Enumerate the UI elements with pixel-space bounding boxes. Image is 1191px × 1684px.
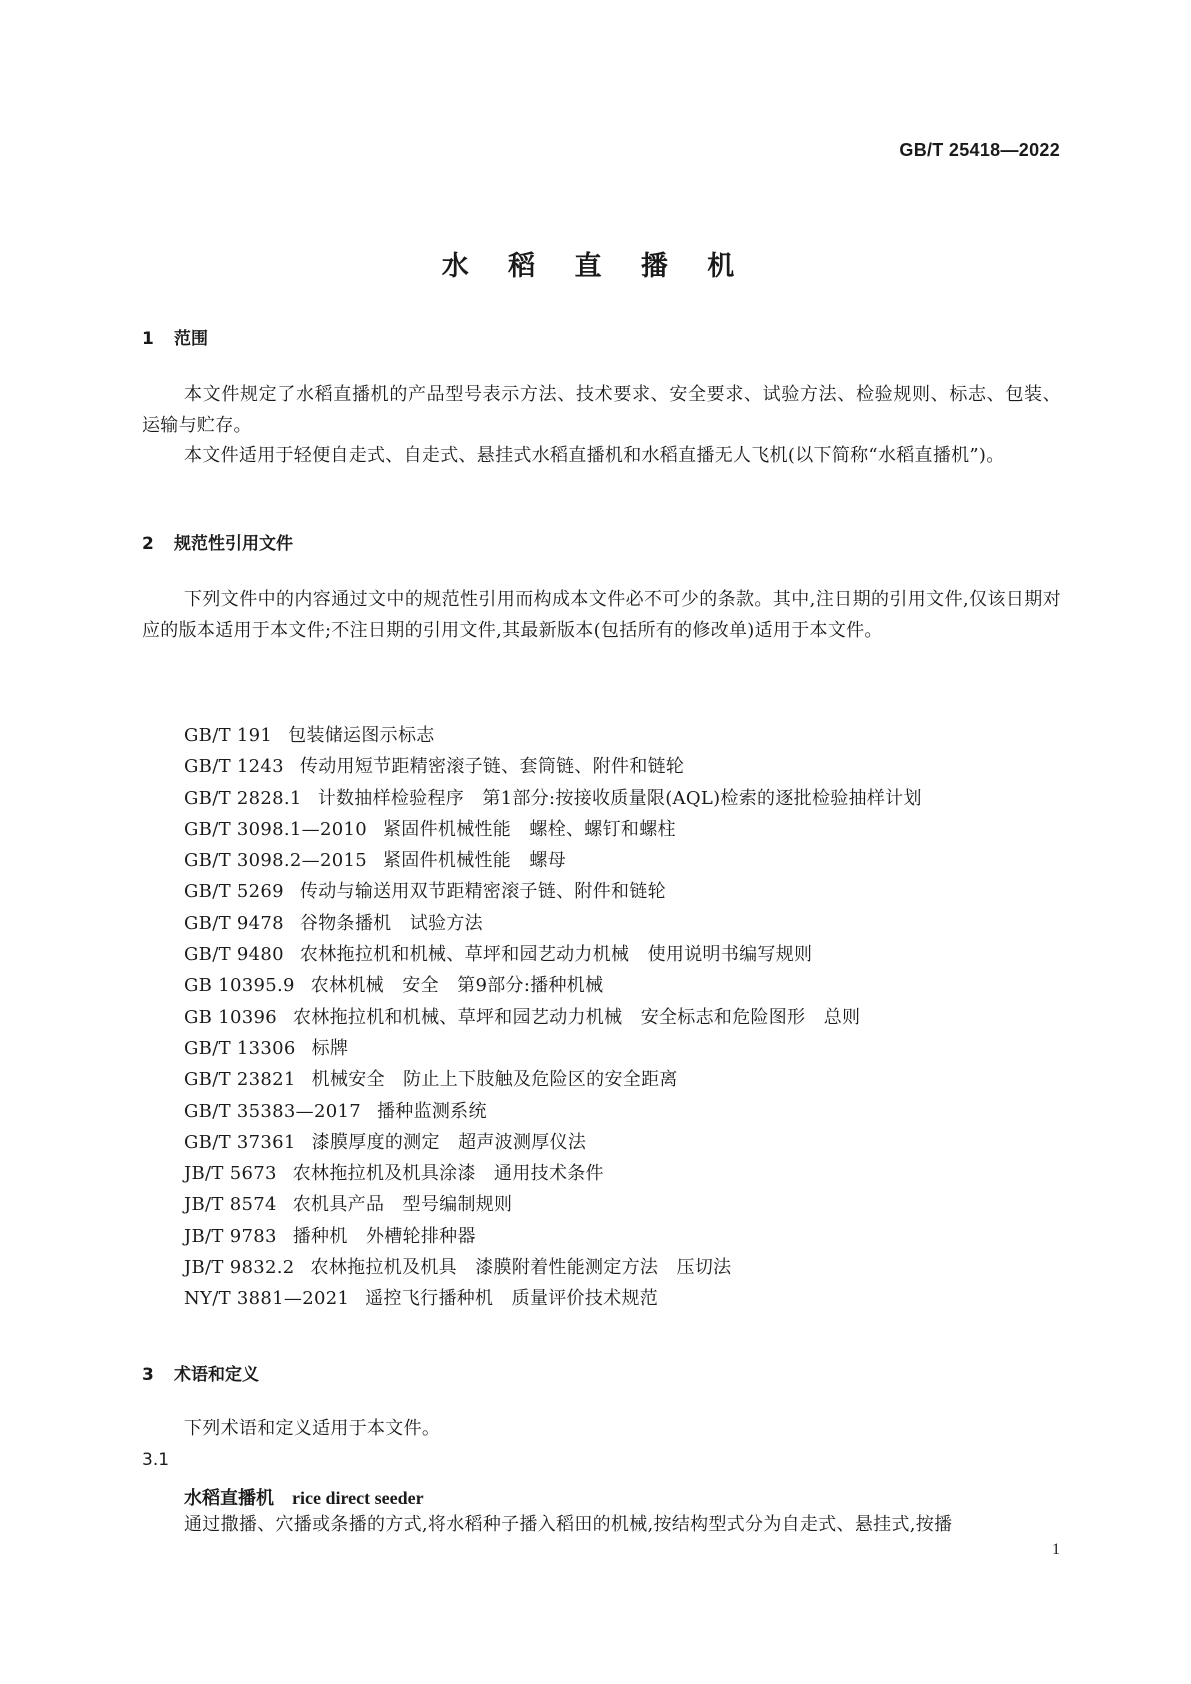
page-number: 1 (1052, 1541, 1060, 1558)
reference-item (184, 751, 1044, 782)
term-chinese: 水稻直播机 (184, 1488, 274, 1509)
reference-title: 传动用短节距精密滚子链、套筒链、附件和链轮 (299, 756, 685, 778)
reference-item (184, 939, 1044, 970)
reference-code: JB/T 5673 (184, 1163, 277, 1185)
reference-list (184, 720, 1044, 1315)
reference-code: GB/T 9478 (184, 912, 284, 934)
reference-title: 农机具产品 型号编制规则 (292, 1194, 513, 1216)
term-number: 3.1 (142, 1450, 170, 1470)
document-title: 水 稻 直 播 机 (441, 251, 750, 282)
reference-title: 农林机械 安全 第9部分:播种机械 (310, 975, 604, 997)
reference-code: GB/T 1243 (184, 756, 284, 778)
reference-title: 紧固件机械性能 螺母 (383, 850, 566, 872)
reference-item (184, 1252, 1044, 1283)
reference-item (184, 1096, 1044, 1127)
reference-item (184, 1064, 1044, 1095)
reference-title: 农林拖拉机及机具 漆膜附着性能测定方法 压切法 (310, 1257, 732, 1279)
term-english: rice direct seeder (292, 1488, 424, 1508)
section-heading-terms-definitions (142, 1360, 259, 1385)
section-heading-scope (142, 324, 208, 349)
reference-item (184, 1189, 1044, 1220)
reference-item (184, 783, 1044, 814)
reference-title: 农林拖拉机及机具涂漆 通用技术条件 (292, 1163, 604, 1185)
section-title: 术语和定义 (174, 1365, 259, 1385)
section-heading-normative-references (142, 529, 293, 554)
reference-title: 农林拖拉机和机械、草坪和园艺动力机械 安全标志和危险图形 总则 (293, 1006, 861, 1028)
reference-code: JB/T 9783 (184, 1225, 277, 1247)
reference-code: JB/T 9832.2 (184, 1257, 295, 1279)
reference-item (184, 970, 1044, 1001)
reference-item (184, 908, 1044, 939)
reference-title: 遥控飞行播种机 质量评价技术规范 (365, 1288, 659, 1310)
reference-title: 传动与输送用双节距精密滚子链、附件和链轮 (299, 881, 666, 903)
reference-item (184, 1002, 1044, 1033)
reference-code: GB/T 37361 (184, 1131, 296, 1153)
reference-title: 紧固件机械性能 螺栓、螺钉和螺柱 (383, 818, 676, 840)
reference-code: JB/T 8574 (184, 1194, 277, 1216)
scope-paragraph-1: 本文件规定了水稻直播机的产品型号表示方法、技术要求、安全要求、试验方法、检验规则、标志、包装、运输与贮存。 (142, 384, 1061, 436)
reference-code: GB/T 191 (184, 725, 273, 746)
reference-code: GB/T 5269 (184, 881, 284, 903)
reference-item (184, 876, 1044, 907)
reference-title: 漆膜厚度的测定 超声波测厚仪法 (311, 1131, 587, 1153)
reference-code: GB 10396 (184, 1006, 277, 1028)
reference-item (184, 1033, 1044, 1064)
reference-title: 农林拖拉机和机械、草坪和园艺动力机械 使用说明书编写规则 (299, 944, 813, 966)
reference-code: GB 10395.9 (184, 975, 295, 997)
reference-title: 标牌 (311, 1037, 349, 1059)
reference-item (184, 1221, 1044, 1252)
term-entry (184, 1484, 424, 1510)
reference-code: GB/T 3098.2—2015 (184, 850, 367, 872)
reference-item (184, 720, 1044, 751)
reference-item (184, 1283, 1044, 1314)
reference-code: GB/T 3098.1—2010 (184, 818, 367, 840)
reference-title: 播种机 外槽轮排种器 (292, 1225, 476, 1247)
section-title: 规范性引用文件 (174, 534, 293, 554)
normative-intro-paragraph: 下列文件中的内容通过文中的规范性引用而构成本文件必不可少的条款。其中,注日期的引用文件,仅该日期对应的版本适用于本文件;不注日期的引用文件,其最新版本(包括所有的修改单)适用于本文件。 (142, 589, 1061, 641)
reference-code: GB/T 9480 (184, 944, 284, 966)
reference-code: GB/T 13306 (184, 1037, 296, 1059)
reference-item (184, 814, 1044, 845)
reference-title: 谷物条播机 试验方法 (299, 912, 483, 934)
section-number: 3 (142, 1365, 154, 1385)
terms-intro-paragraph: 下列术语和定义适用于本文件。 (184, 1418, 441, 1439)
section-number: 2 (142, 534, 154, 554)
reference-code: GB/T 23821 (184, 1069, 296, 1091)
section-number: 1 (142, 329, 154, 349)
reference-code: NY/T 3881—2021 (184, 1288, 350, 1310)
reference-title: 机械安全 防止上下肢触及危险区的安全距离 (311, 1069, 678, 1091)
reference-item (184, 1158, 1044, 1189)
term-definition: 通过撒播、穴播或条播的方式,将水稻种子播入稻田的机械,按结构型式分为自走式、悬挂式,按播 (184, 1514, 953, 1535)
reference-code: GB/T 35383—2017 (184, 1100, 361, 1122)
reference-title: 包装储运图示标志 (288, 725, 435, 746)
reference-item (184, 845, 1044, 876)
standard-number: GB/T 25418—2022 (899, 140, 1060, 160)
reference-title: 播种监测系统 (376, 1100, 487, 1122)
scope-paragraph-2: 本文件适用于轻便自走式、自走式、悬挂式水稻直播机和水稻直播无人飞机(以下简称“水稻直播机”)。 (184, 445, 1005, 466)
reference-code: GB/T 2828.1 (184, 787, 302, 809)
reference-item (184, 1127, 1044, 1158)
section-title: 范围 (174, 329, 208, 349)
reference-title: 计数抽样检验程序 第1部分:按接收质量限(AQL)检索的逐批检验抽样计划 (317, 787, 922, 809)
